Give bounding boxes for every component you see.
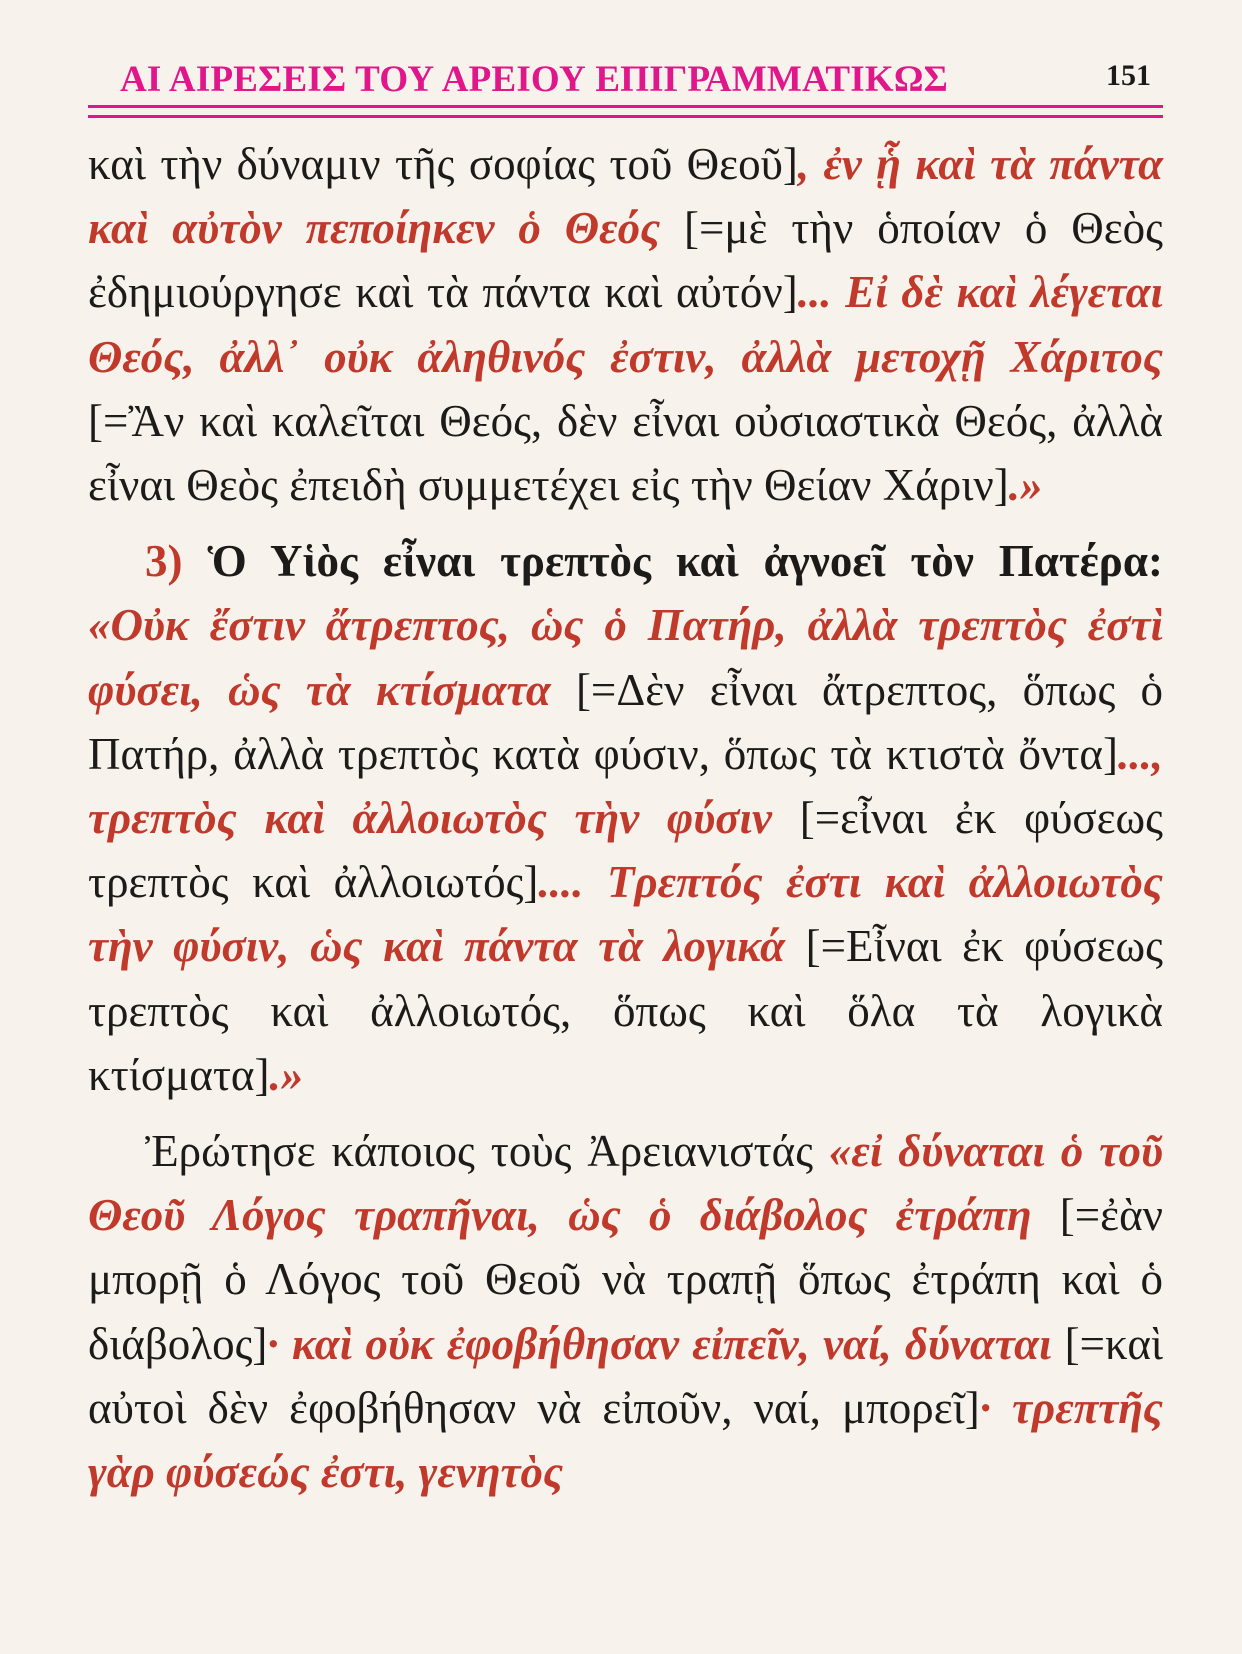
- section-number: 3): [145, 536, 208, 587]
- quote-segment: .»: [1008, 460, 1043, 511]
- header-rule-bottom: [88, 115, 1163, 118]
- paragraph-1: [88, 132, 1163, 517]
- text-segment: [=εἶναι ἐκ φύσεως τρεπτὸς καὶ ἀλλοιωτός]: [88, 793, 1163, 908]
- running-header: [88, 52, 1163, 108]
- text-segment: καὶ τὴν δύναμιν τῆς σοφίας τοῦ Θεοῦ]: [88, 139, 798, 189]
- text-segment: [=Δὲν εἶναι ἄτρεπτος, ὅπως ὁ Πατήρ, ἀλλὰ τρεπτὸς κατὰ φύσιν, ὅπως τὰ κτιστὰ ὄντα]: [88, 664, 1163, 779]
- quote-segment: · καὶ οὐκ ἐφοβήθησαν εἰπεῖν, ναί, δύναται: [267, 1318, 1052, 1369]
- paragraph-3: [88, 1119, 1163, 1504]
- quote-segment: «εἰ δύναται ὁ τοῦ Θεοῦ Λόγος τραπῆναι, ὡς ὁ διάβολος ἐτράπη: [88, 1126, 1164, 1241]
- quote-segment: .... Τρεπτός ἐστι καὶ ἀλλοιωτὸς τὴν φύσιν, ὡς καὶ πάντα τὰ λογικά: [88, 857, 1163, 972]
- text-segment: [=ἐὰν μπορῇ ὁ Λόγος τοῦ Θεοῦ νὰ τραπῇ ὅπως ἐτράπη καὶ ὁ διάβολος]: [88, 1190, 1163, 1369]
- text-segment: [=Ἂν καὶ καλεῖται Θεός, δὲν εἶναι οὐσιαστικὰ Θεός, ἀλλὰ εἶναι Θεὸς ἐπειδὴ συμμετέχει εἰς τὴν Θείαν Χάριν]: [88, 395, 1163, 511]
- text-segment: [=Εἶναι ἐκ φύσεως τρεπτὸς καὶ ἀλλοιωτός, ὅπως καὶ ὅλα τὰ λογικὰ κτίσματα]: [88, 921, 1163, 1100]
- paragraph-2: [88, 529, 1163, 1107]
- section-heading: Ὁ Υἱὸς εἶναι τρεπτὸς καὶ ἀγνοεῖ τὸν Πατέρα:: [207, 536, 1163, 587]
- text-segment: Ἐρώτησε κάποιος τοὺς Ἀρειανιστάς: [145, 1126, 829, 1177]
- text-segment: [=μὲ τὴν ὁποίαν ὁ Θεὸς ἐδημιούργησε καὶ τὰ πάντα καὶ αὐτόν]: [88, 203, 1163, 318]
- running-title: ΑΙ ΑΙΡΕΣΕΙΣ ΤΟΥ ΑΡΕΙΟΥ ΕΠΙΓΡΑΜΜΑΤΙΚΩΣ: [120, 59, 949, 100]
- quote-segment: «Οὐκ ἔστιν ἄτρεπτος, ὡς ὁ Πατήρ, ἀλλὰ τρεπτὸς ἐστὶ φύσει, ὡς τὰ κτίσματα: [88, 600, 1163, 715]
- quote-segment: .»: [269, 1049, 304, 1100]
- body-text: [88, 132, 1163, 1516]
- header-rule-top: [88, 105, 1163, 108]
- quote-segment: ... Εἰ δὲ καὶ λέγεται Θεός, ἀλλ᾽ οὐκ ἀληθινός ἐστιν, ἀλλὰ μετοχῇ Χάριτος: [88, 267, 1163, 382]
- page-number: 151: [1106, 59, 1151, 92]
- quote-segment: ..., τρεπτὸς καὶ ἀλλοιωτὸς τὴν φύσιν: [88, 728, 1163, 844]
- quote-segment: · τρεπτῆς γὰρ φύσεώς ἐστι, γενητὸς: [88, 1382, 1163, 1498]
- quote-segment: , ἐν ᾗ καὶ τὰ πάντα καὶ αὐτὸν πεποίηκεν ὁ Θεός: [88, 139, 1163, 254]
- text-segment: [=καὶ αὐτοὶ δὲν ἐφοβήθησαν νὰ εἰποῦν, ναί, μπορεῖ]: [88, 1318, 1164, 1433]
